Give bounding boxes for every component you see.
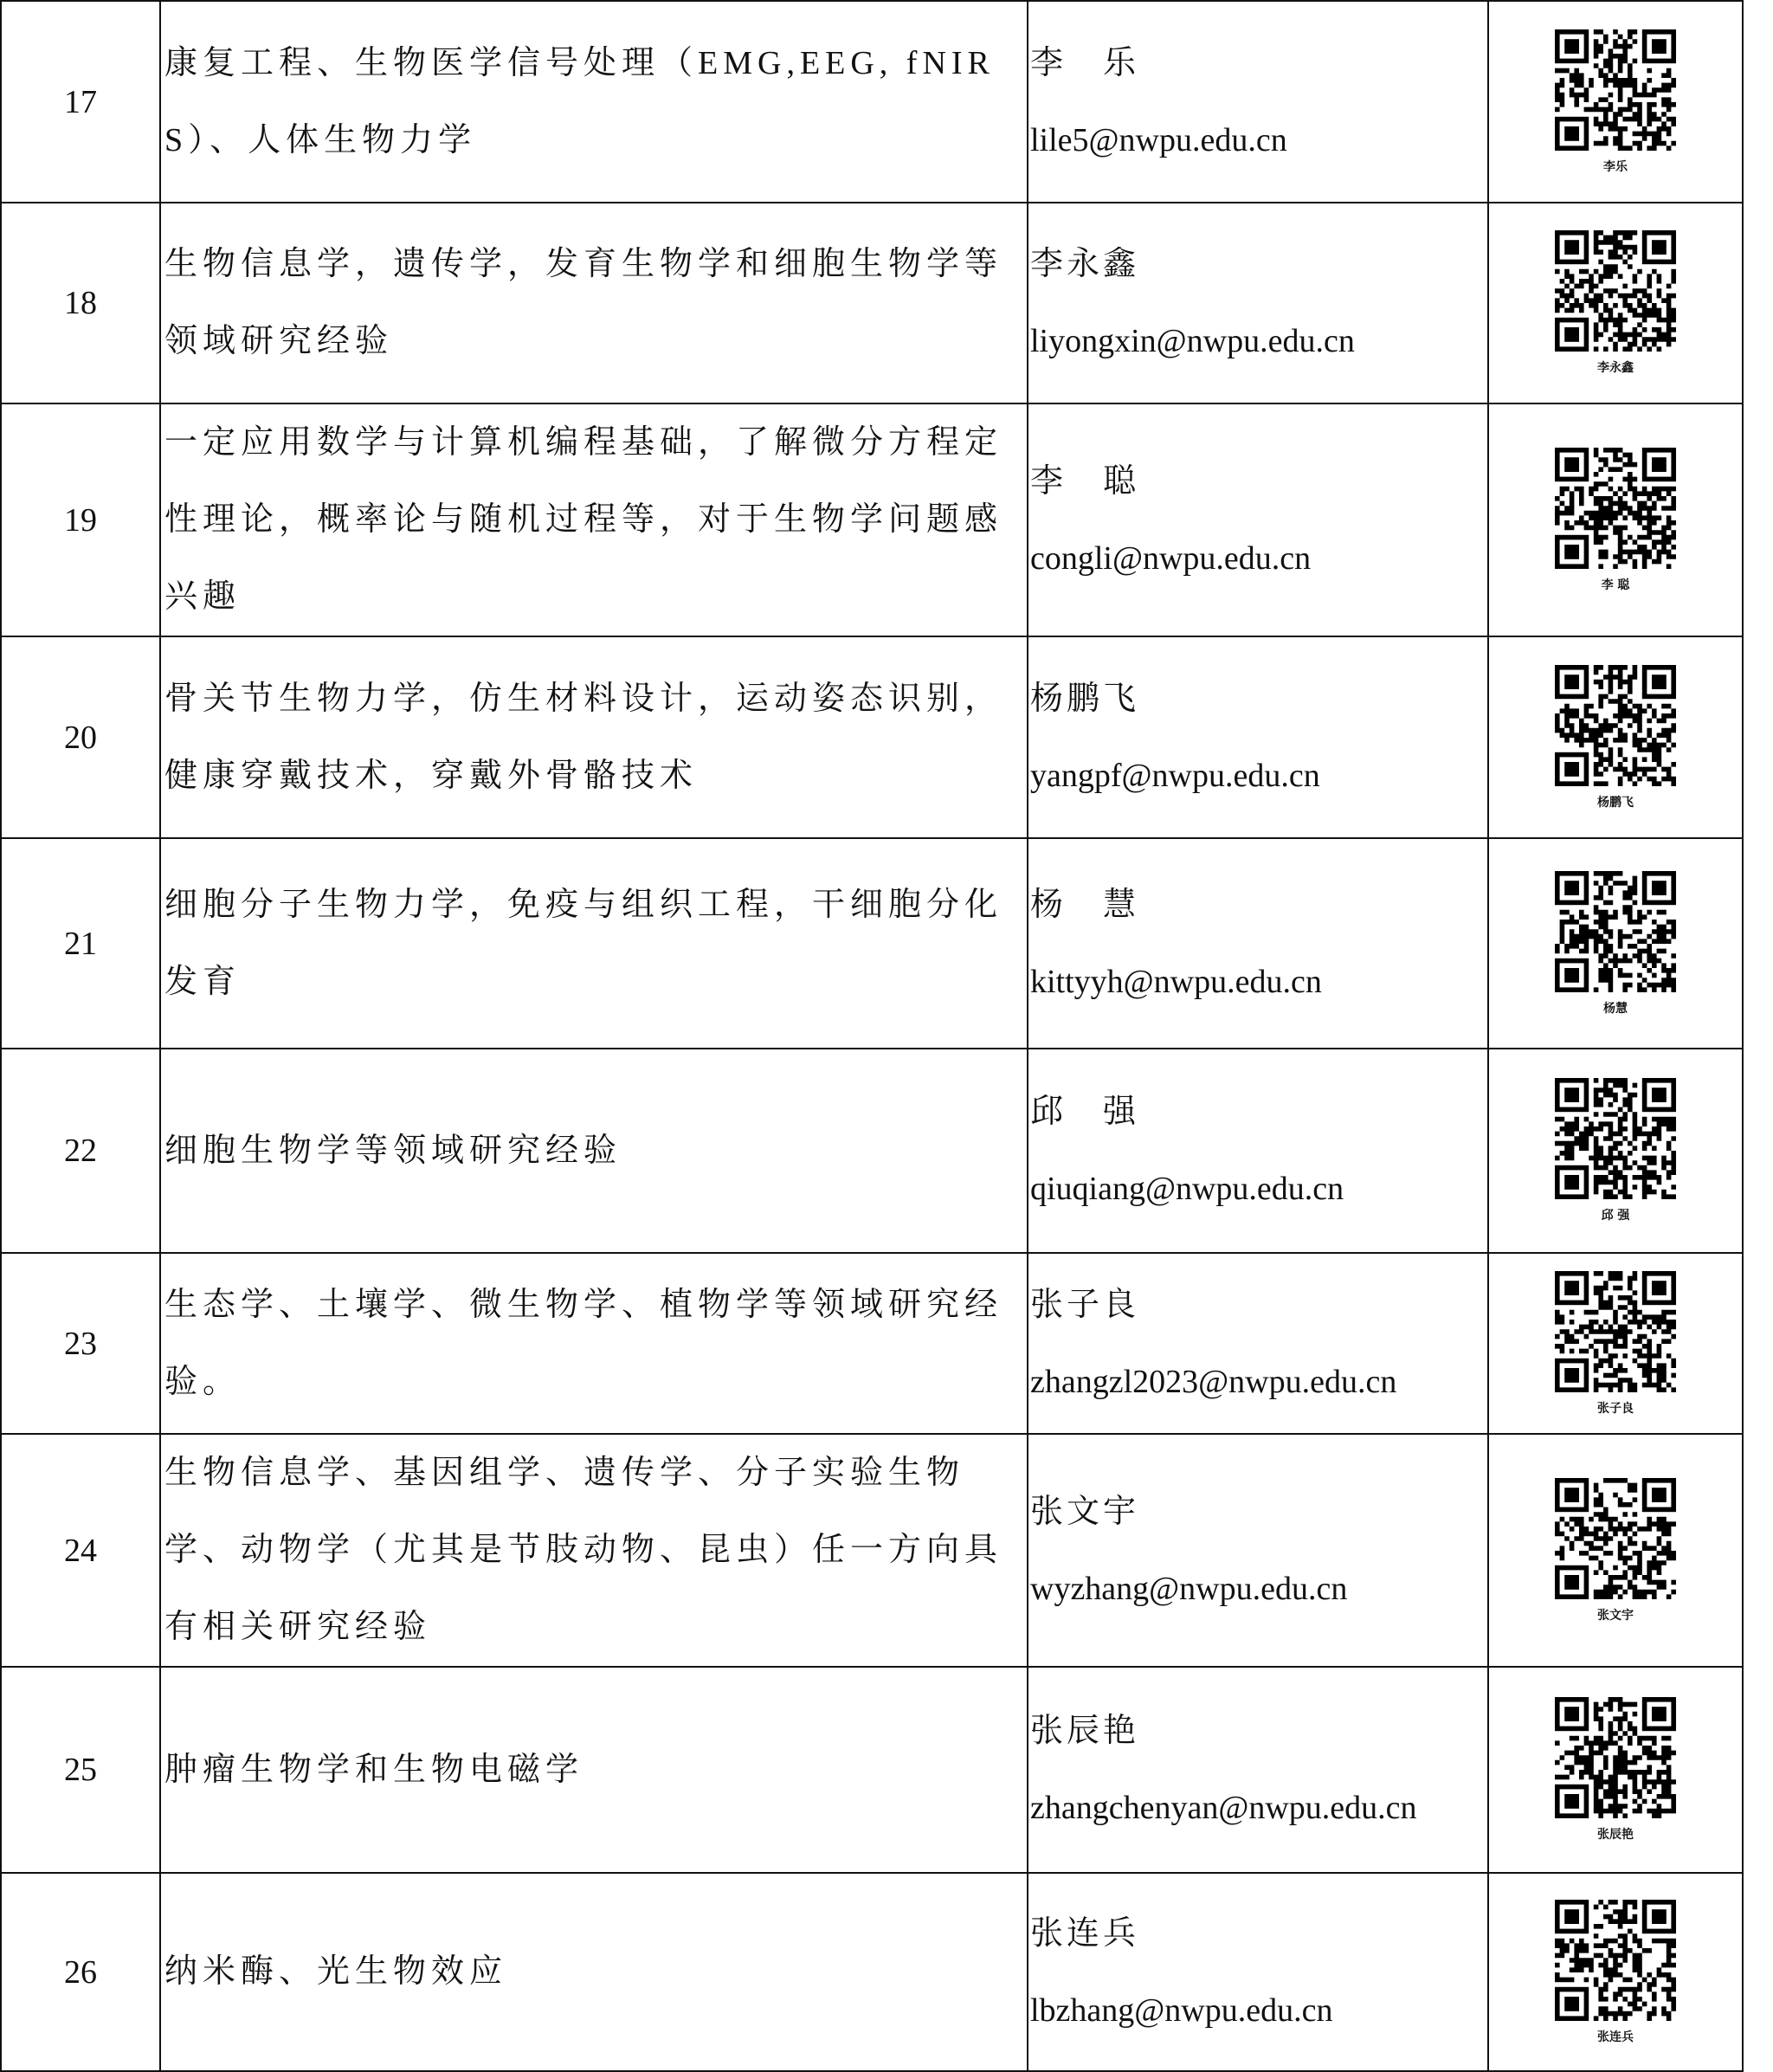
supervisor-name: 张辰艳 [1030, 1713, 1140, 1749]
supervisor-email[interactable]: qiuqiang@nwpu.edu.cn [1030, 1171, 1344, 1207]
supervisor-name: 李 聪 [1030, 462, 1140, 500]
supervisor-name: 张子良 [1030, 1286, 1140, 1323]
supervisor-name: 邱 强 [1030, 1094, 1140, 1130]
qr-code-icon [1555, 29, 1676, 151]
supervisor-email[interactable]: congli@nwpu.edu.cn [1030, 539, 1312, 577]
qr-code-icon [1555, 230, 1676, 352]
qr-caption: 李 聪 [1601, 578, 1630, 592]
research-direction: 康复工程、生物医学信号处理（EMG,EEG, fNIRS）、人体生物力学 [164, 44, 995, 158]
row-number: 19 [1, 403, 160, 636]
qr-caption: 李永鑫 [1597, 361, 1634, 375]
research-direction: 生物信息学、基因组学、遗传学、分子实验生物学、动物学（尤其是节肢动物、昆虫）任一方向具有相关研究经验 [164, 1455, 1003, 1645]
table-row [1, 1253, 1743, 1434]
table-row [1, 403, 1743, 636]
table-body [1, 1, 1743, 2071]
qr-code-icon [1555, 1478, 1676, 1599]
qr-code-icon [1555, 1078, 1676, 1199]
supervisor-name: 张文宇 [1030, 1493, 1140, 1530]
row-number: 20 [1, 636, 160, 838]
qr-code-icon [1555, 665, 1676, 786]
supervisor-name: 李永鑫 [1030, 246, 1140, 282]
research-direction: 骨关节生物力学，仿生材料设计，运动姿态识别，健康穿戴技术，穿戴外骨骼技术 [164, 680, 1003, 794]
table-row [1, 1667, 1743, 1873]
qr-code[interactable] [1551, 665, 1680, 810]
supervisor-name: 李 乐 [1030, 44, 1140, 81]
table-row [1, 1049, 1743, 1253]
supervisor-email[interactable]: lile5@nwpu.edu.cn [1030, 121, 1287, 158]
qr-caption: 张子良 [1597, 1401, 1634, 1416]
table-row [1, 636, 1743, 838]
row-number: 24 [1, 1434, 160, 1667]
supervisor-name: 张连兵 [1030, 1914, 1140, 1952]
qr-code-icon [1555, 1697, 1676, 1818]
qr-caption: 张连兵 [1597, 2030, 1634, 2044]
qr-caption: 杨慧 [1603, 1001, 1628, 1016]
qr-code[interactable] [1551, 29, 1680, 175]
supervisor-email[interactable]: lbzhang@nwpu.edu.cn [1030, 1991, 1333, 2029]
table-row [1, 1, 1743, 203]
supervisor-email[interactable]: yangpf@nwpu.edu.cn [1030, 757, 1320, 794]
research-direction: 细胞分子生物力学，免疫与组织工程，干细胞分化发育 [164, 886, 1003, 1000]
table-row [1, 1873, 1743, 2071]
supervisor-email[interactable]: zhangchenyan@nwpu.edu.cn [1030, 1790, 1417, 1826]
row-number: 17 [1, 1, 160, 203]
qr-caption: 李乐 [1603, 159, 1628, 174]
qr-code[interactable] [1551, 1697, 1680, 1843]
table-row [1, 838, 1743, 1049]
row-number: 21 [1, 838, 160, 1049]
table-row [1, 1434, 1743, 1667]
qr-caption: 张辰艳 [1597, 1828, 1634, 1842]
row-number: 22 [1, 1049, 160, 1253]
qr-code[interactable] [1551, 1478, 1680, 1623]
research-direction: 细胞生物学等领域研究经验 [164, 1132, 622, 1169]
qr-code-icon [1555, 1900, 1676, 2021]
qr-caption: 邱 强 [1601, 1209, 1630, 1223]
qr-code[interactable] [1551, 1078, 1680, 1223]
qr-code-icon [1555, 448, 1676, 569]
research-direction: 生态学、土壤学、微生物学、植物学等领域研究经验。 [164, 1286, 1003, 1400]
qr-caption: 杨鹏飞 [1597, 795, 1634, 810]
row-number: 18 [1, 203, 160, 403]
research-direction: 肿瘤生物学和生物电磁学 [164, 1751, 584, 1788]
qr-caption: 张文宇 [1597, 1608, 1634, 1623]
research-direction: 生物信息学，遗传学，发育生物学和细胞生物学等领域研究经验 [164, 246, 1003, 359]
qr-code-icon [1555, 1271, 1676, 1392]
qr-code[interactable] [1551, 1271, 1680, 1417]
row-number: 26 [1, 1873, 160, 2071]
qr-code[interactable] [1551, 230, 1680, 376]
supervisor-name: 杨 慧 [1030, 886, 1140, 923]
qr-code[interactable] [1551, 871, 1680, 1017]
row-number: 23 [1, 1253, 160, 1434]
supervisor-email[interactable]: zhangzl2023@nwpu.edu.cn [1030, 1363, 1397, 1400]
table-row [1, 203, 1743, 403]
research-direction: 一定应用数学与计算机编程基础，了解微分方程定性理论，概率论与随机过程等，对于生物学问题感兴趣 [164, 424, 1003, 615]
qr-code[interactable] [1551, 448, 1680, 593]
row-number: 25 [1, 1667, 160, 1873]
supervisor-email[interactable]: wyzhang@nwpu.edu.cn [1030, 1570, 1348, 1607]
qr-code-icon [1555, 871, 1676, 992]
qr-code[interactable] [1551, 1900, 1680, 2045]
supervisor-email[interactable]: kittyyh@nwpu.edu.cn [1030, 963, 1322, 1000]
supervisor-name: 杨鹏飞 [1030, 680, 1140, 717]
supervisor-email[interactable]: liyongxin@nwpu.edu.cn [1030, 323, 1355, 359]
research-direction: 纳米酶、光生物效应 [164, 1953, 508, 1990]
